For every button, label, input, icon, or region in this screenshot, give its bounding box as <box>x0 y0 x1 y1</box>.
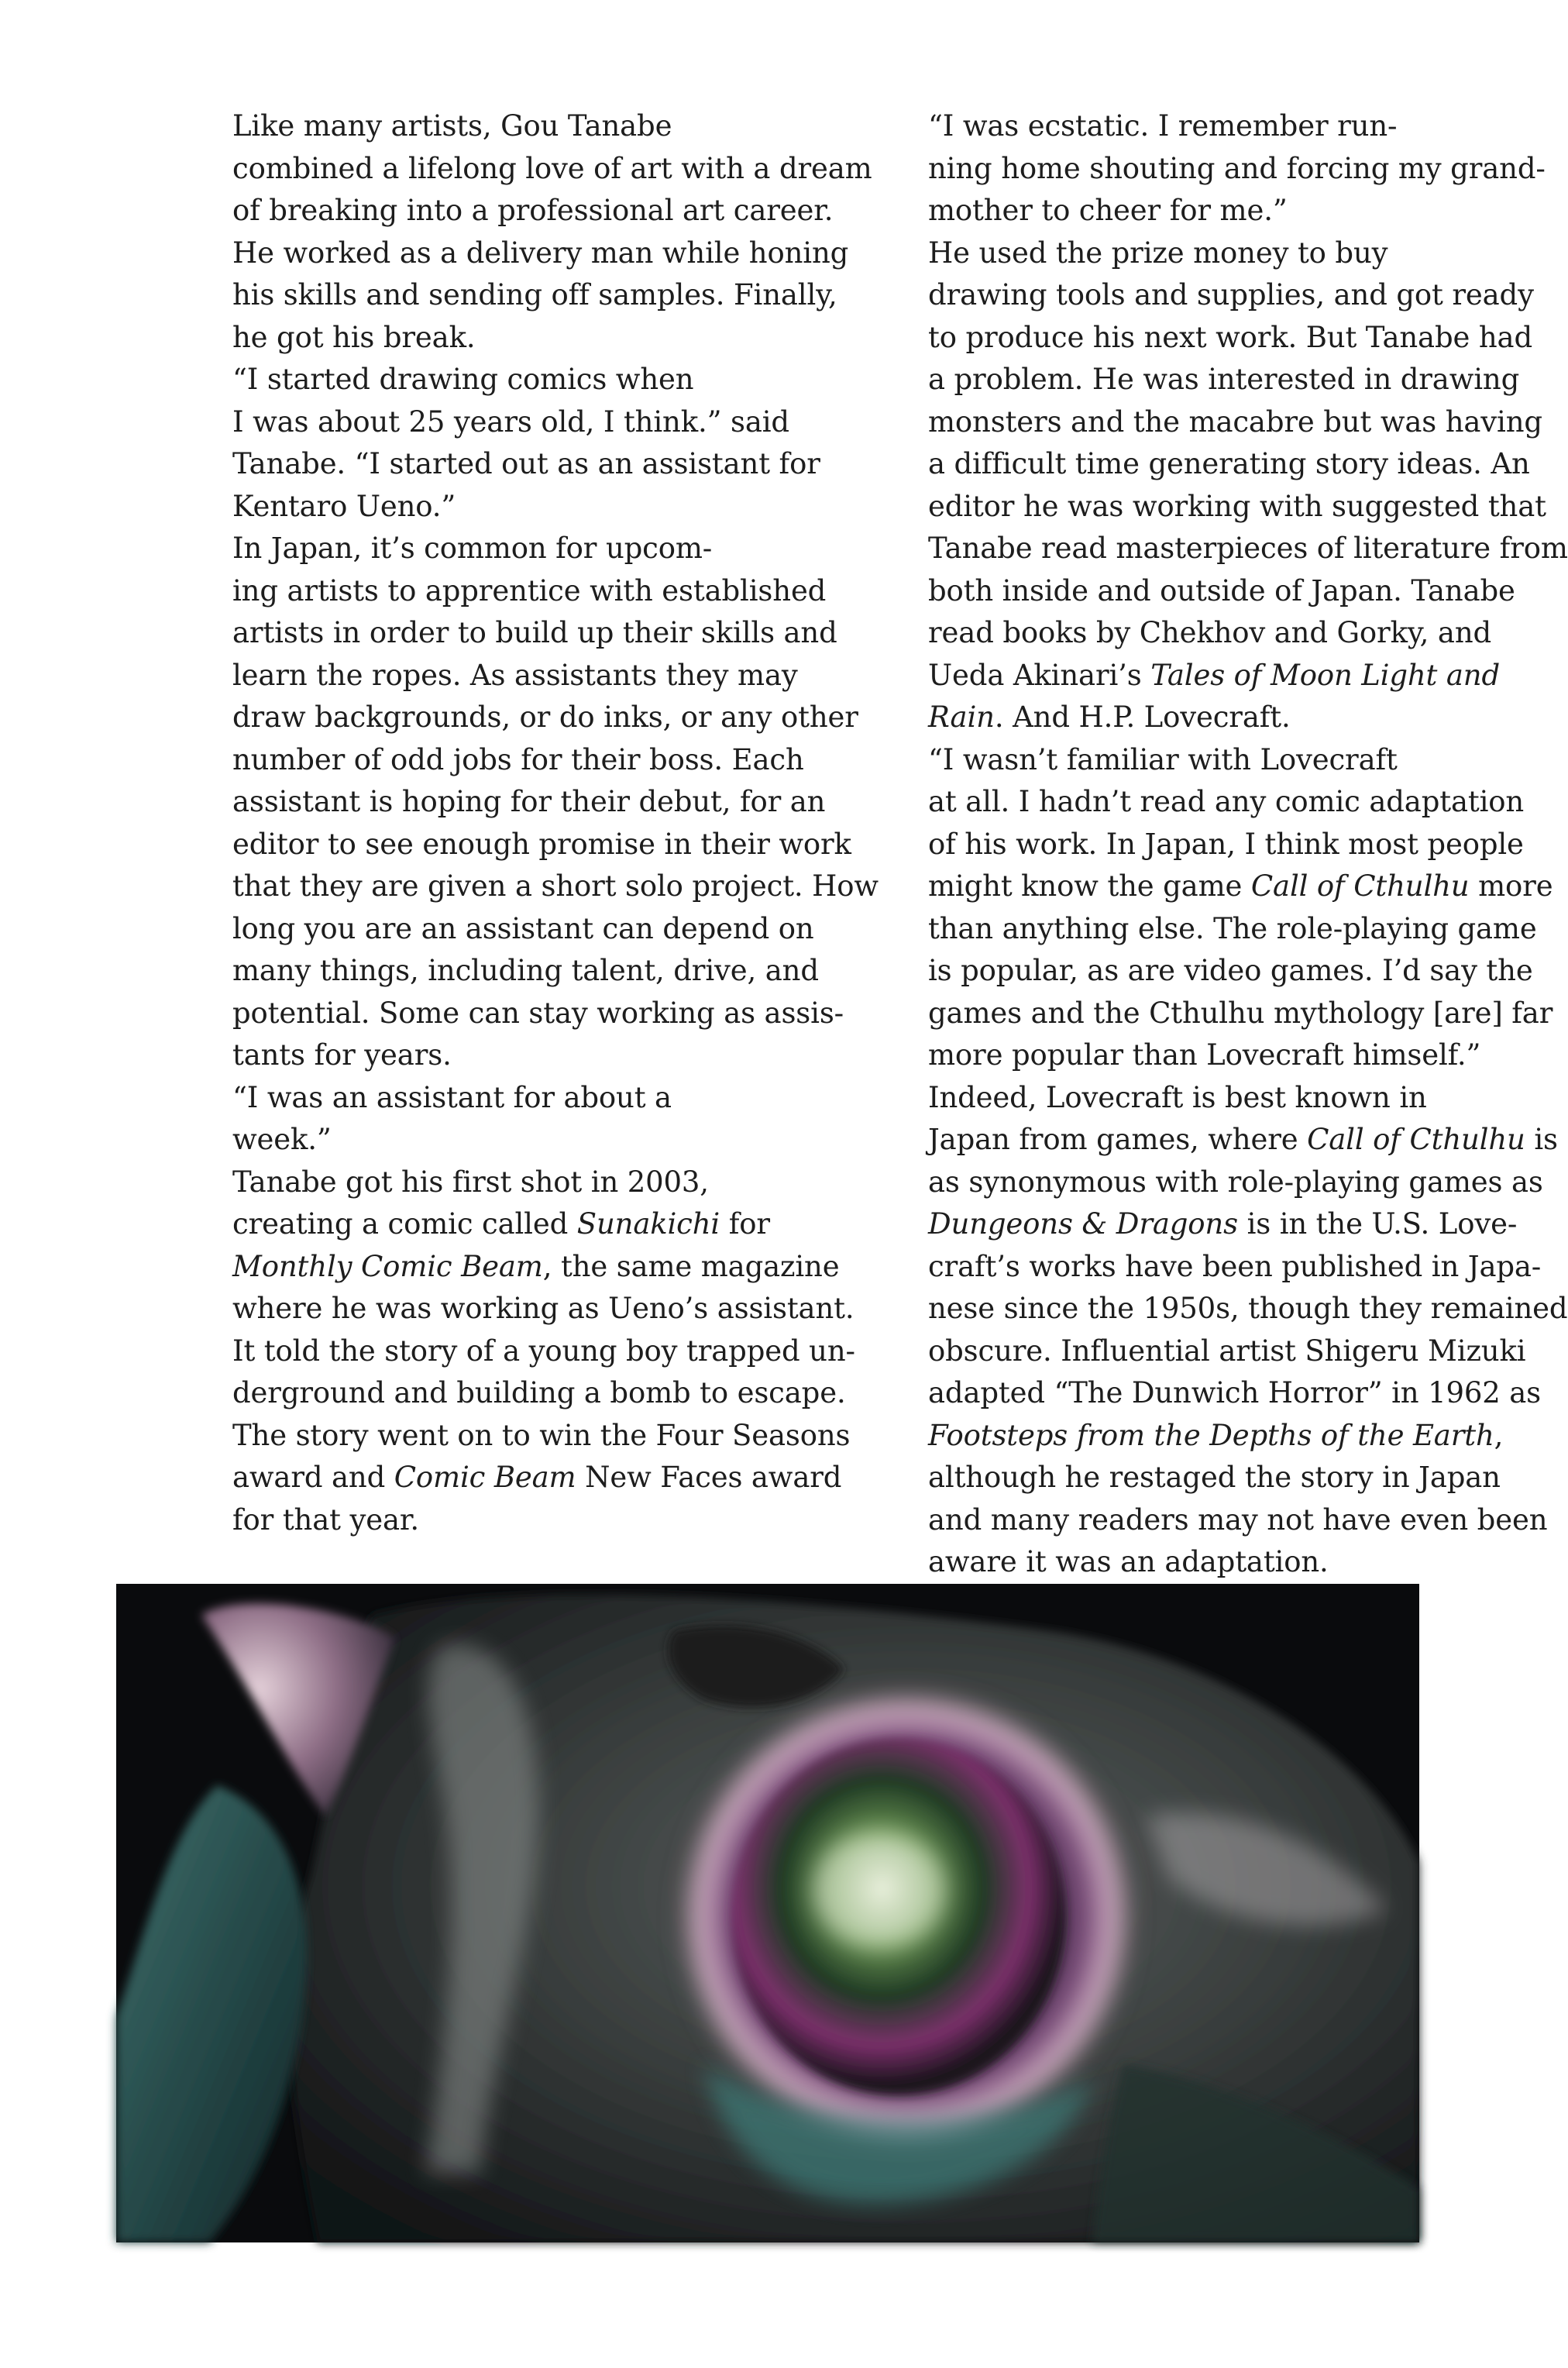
text-line: games and the Cthulhu mythology [are] far <box>928 996 1553 1030</box>
text-line: more popular than Lovecraft himself.” <box>928 1038 1481 1072</box>
text-line: The story went on to win the Four Seasons <box>232 1418 851 1452</box>
right-paragraph-4 <box>812 1077 1568 1584</box>
text-line: Kentaro Ueno.” <box>232 489 456 523</box>
text-line: read books by Chekhov and Gorky, and <box>928 616 1492 649</box>
text-line: a problem. He was interested in drawing <box>928 363 1520 396</box>
text-line <box>116 1457 842 1499</box>
text-line: Tanabe got his first shot in 2003, <box>232 1165 709 1199</box>
comic-title: Sunakichi <box>576 1207 720 1241</box>
text-line: He used the prize money to buy <box>928 236 1388 270</box>
text-line: nese since the 1950s, though they remained <box>928 1292 1568 1325</box>
text-line: at all. I hadn’t read any comic adaptation <box>928 785 1525 818</box>
text-line: It told the story of a young boy trapped un- <box>232 1334 855 1368</box>
right-paragraph-3 <box>812 739 1553 1077</box>
text-line: potential. Some can stay working as assis- <box>232 996 844 1030</box>
text-line: craft’s works have been published in Japa- <box>928 1249 1542 1283</box>
text-line: and many readers may not have even been <box>928 1502 1548 1537</box>
text-line: he got his break. <box>232 320 476 354</box>
text-line: a difficult time generating story ideas. An <box>928 447 1530 480</box>
text-line <box>116 1246 840 1289</box>
text-line: Like many artists, Gou Tanabe <box>232 109 672 143</box>
text-line: number of odd jobs for their boss. Each <box>232 742 804 776</box>
text-line: of breaking into a professional art career. <box>232 194 834 227</box>
text-line: long you are an assistant can depend on <box>232 911 814 945</box>
text-run: is in the U.S. Love- <box>1237 1207 1518 1241</box>
text-line: obscure. Influential artist Shigeru Mizuki <box>928 1334 1526 1368</box>
text-run: for <box>720 1207 770 1241</box>
text-line: Indeed, Lovecraft is best known in <box>928 1080 1427 1114</box>
text-line <box>812 655 1501 697</box>
text-line: “I started drawing comics when <box>232 363 694 396</box>
text-line: In Japan, it’s common for upcom- <box>232 532 713 565</box>
text-line: that they are given a short solo project. How <box>232 869 879 903</box>
text-line: of his work. In Japan, I think most people <box>928 827 1524 861</box>
text-line: his skills and sending off samples. Finally, <box>232 278 837 311</box>
text-line: learn the ropes. As assistants they may <box>232 658 798 692</box>
text-run: is <box>1525 1123 1558 1156</box>
text-line: “I wasn’t familiar with Lovecraft <box>928 742 1398 776</box>
monster-eye-art <box>116 1584 1419 2242</box>
text-run: creating a comic called <box>232 1207 577 1241</box>
left-paragraph-1 <box>116 105 872 359</box>
magazine-title: Monthly Comic Beam <box>232 1249 543 1283</box>
text-line: artists in order to build up their skills and <box>232 616 837 649</box>
text-run: more <box>1469 869 1553 903</box>
text-line: “I was an assistant for about a <box>232 1080 672 1114</box>
text-line: combined a lifelong love of art with a dream <box>232 151 872 185</box>
text-line: Tanabe. “I started out as an assistant for <box>232 447 820 480</box>
text-line: tants for years. <box>232 1038 452 1072</box>
right-paragraph-1 <box>812 105 1546 232</box>
right-column <box>812 105 1568 1584</box>
game-title: Call of Cthulhu <box>1307 1123 1525 1156</box>
text-run: , the same magazine <box>542 1249 840 1283</box>
text-line: assistant is hoping for their debut, for an <box>232 785 826 818</box>
text-line: editor he was working with suggested that <box>928 489 1546 523</box>
text-run: might know the game <box>928 869 1251 903</box>
text-line: editor to see enough promise in their work <box>232 827 851 861</box>
book-title: Rain <box>928 700 995 734</box>
monster-eye-illustration <box>116 1584 1419 2242</box>
text-line: as synonymous with role-playing games as <box>928 1165 1543 1199</box>
text-run: Japan from games, where <box>928 1123 1308 1156</box>
text-line: draw backgrounds, or do inks, or any other <box>232 700 858 734</box>
text-line: adapted “The Dunwich Horror” in 1962 as <box>928 1376 1542 1409</box>
text-line: week.” <box>232 1123 332 1156</box>
text-line: many things, including talent, drive, and <box>232 954 819 987</box>
text-run: New Faces award <box>576 1461 842 1494</box>
text-line: than anything else. The role-playing game <box>928 911 1537 945</box>
text-line: I was about 25 years old, I think.” said <box>232 404 789 439</box>
text-line <box>812 1203 1518 1246</box>
text-line <box>812 866 1553 908</box>
left-paragraph-4 <box>116 1077 728 1162</box>
book-title: Tales of Moon Light and <box>1150 658 1501 692</box>
book-title: Footsteps from the Depths of the Earth <box>928 1418 1494 1452</box>
text-line <box>116 1203 770 1246</box>
text-line: where he was working as Ueno’s assistant. <box>232 1292 854 1325</box>
text-line <box>812 1415 1504 1458</box>
text-line: drawing tools and supplies, and got ready <box>928 278 1534 311</box>
left-paragraph-2 <box>116 359 820 528</box>
text-line: derground and building a bomb to escape. <box>232 1376 846 1409</box>
text-line: He worked as a delivery man while honing <box>232 236 849 270</box>
text-line: for that year. <box>232 1502 419 1537</box>
text-line: both inside and outside of Japan. Tanabe <box>928 573 1515 607</box>
text-line: Tanabe read masterpieces of literature from <box>928 532 1568 565</box>
text-run: Ueda Akinari’s <box>928 658 1151 692</box>
text-line: to produce his next work. But Tanabe had <box>928 320 1532 354</box>
text-line: “I was ecstatic. I remember run- <box>928 109 1398 143</box>
eye-highlight <box>813 1832 945 1948</box>
left-column <box>116 105 879 1541</box>
left-paragraph-3 <box>116 528 879 1077</box>
game-title: Call of Cthulhu <box>1250 869 1470 903</box>
text-line: ing artists to apprentice with established <box>232 573 827 607</box>
text-run: . And H.P. Lovecraft. <box>994 700 1291 734</box>
game-title: Dungeons & Dragons <box>928 1207 1238 1241</box>
text-run: , <box>1494 1418 1504 1452</box>
text-run: award and <box>232 1461 394 1494</box>
text-line: mother to cheer for me.” <box>928 194 1288 227</box>
text-line: although he restaged the story in Japan <box>928 1461 1501 1494</box>
text-line <box>812 697 1424 739</box>
text-line: ning home shouting and forcing my grand- <box>928 151 1546 185</box>
text-line: aware it was an adaptation. <box>928 1545 1329 1578</box>
text-line: is popular, as are video games. I’d say the <box>928 954 1533 987</box>
magazine-title: Comic Beam <box>394 1461 576 1494</box>
text-line <box>812 1119 1558 1162</box>
left-paragraph-5 <box>116 1162 855 1542</box>
right-paragraph-2 <box>812 232 1568 739</box>
text-line: monsters and the macabre but was having <box>928 404 1542 439</box>
